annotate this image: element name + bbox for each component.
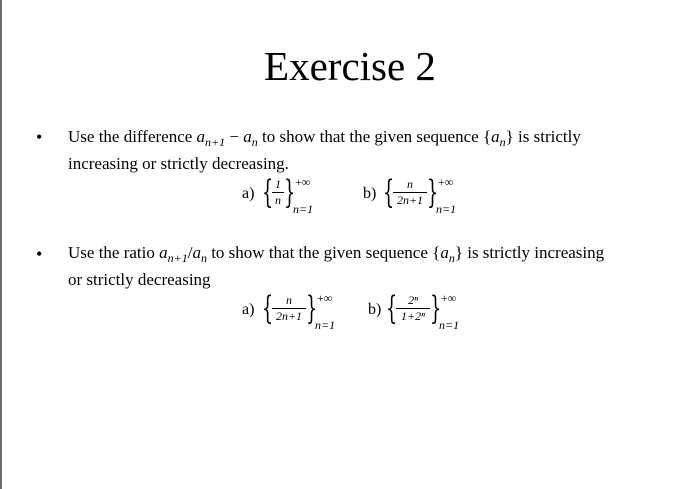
- term-a-n-sub: n: [200, 251, 207, 265]
- item-label: a): [242, 301, 255, 318]
- lower-limit: n=1: [436, 202, 457, 216]
- instruction-2-line2: or strictly decreasing: [68, 270, 211, 289]
- term-a-n-plus-1: a: [196, 127, 206, 146]
- instruction-1-text-a: Use the difference: [68, 127, 197, 146]
- seq-a-sub: n: [448, 251, 455, 265]
- bullet-2: •: [36, 244, 43, 264]
- page-title: Exercise 2: [264, 43, 436, 89]
- fraction: [396, 294, 430, 323]
- instruction-1-text-b: to show that the given sequence {: [257, 127, 492, 146]
- numerator: n: [286, 293, 292, 307]
- denominator: 2n+1: [396, 193, 424, 207]
- upper-limit: +∞: [438, 175, 454, 189]
- instruction-2: [68, 242, 658, 290]
- right-brace: }: [427, 173, 439, 211]
- denominator: n: [275, 193, 281, 207]
- instruction-1: [68, 126, 658, 174]
- upper-limit: +∞: [317, 291, 333, 305]
- left-brace: {: [262, 289, 274, 327]
- instruction-2-text-b: to show that the given sequence {: [206, 243, 441, 262]
- seq-a-sub: n: [499, 135, 506, 149]
- lower-limit: n=1: [315, 318, 336, 332]
- seq-a: a: [440, 243, 449, 262]
- bullet-1: •: [36, 127, 43, 147]
- upper-limit: +∞: [295, 175, 311, 189]
- exercise-1a: [242, 173, 332, 216]
- exercise-2a: [242, 289, 352, 332]
- instruction-1-text-c: } is strictly: [505, 127, 581, 146]
- left-brace: {: [383, 173, 395, 211]
- numerator: 2ⁿ: [408, 293, 418, 307]
- upper-limit: +∞: [441, 291, 457, 305]
- term-a-n-plus-1-sub: n+1: [205, 135, 226, 149]
- left-brace: {: [262, 173, 274, 211]
- exercise-1b: [363, 173, 473, 216]
- exercise-2b: [368, 289, 478, 332]
- instruction-2-text-a: Use the ratio: [68, 243, 160, 262]
- fraction: [272, 294, 306, 323]
- left-brace: {: [386, 289, 398, 327]
- lower-limit: n=1: [293, 202, 314, 216]
- denominator: 1+2ⁿ: [401, 309, 425, 323]
- term-a-n-sub: n: [251, 135, 258, 149]
- numerator: 1: [275, 177, 281, 191]
- instruction-2-text-c: } is strictly increasing: [454, 243, 605, 262]
- term-a-n: a: [192, 243, 201, 262]
- fraction: [393, 178, 427, 207]
- fraction: [272, 178, 284, 207]
- item-label: a): [242, 185, 255, 202]
- numerator: n: [407, 177, 413, 191]
- denominator: 2n+1: [275, 309, 303, 323]
- lower-limit: n=1: [439, 318, 460, 332]
- right-brace: }: [306, 289, 318, 327]
- slash-sign: /: [187, 243, 193, 262]
- item-label: b): [363, 185, 377, 202]
- term-a-n-plus-1-sub: n+1: [167, 251, 188, 265]
- right-brace: }: [284, 173, 296, 211]
- minus-sign: −: [225, 127, 244, 146]
- right-brace: }: [430, 289, 442, 327]
- item-label: b): [368, 301, 382, 318]
- seq-a: a: [491, 127, 500, 146]
- term-a-n: a: [243, 127, 252, 146]
- term-a-n-plus-1: a: [159, 243, 168, 262]
- instruction-1-line2: increasing or strictly decreasing.: [68, 154, 289, 173]
